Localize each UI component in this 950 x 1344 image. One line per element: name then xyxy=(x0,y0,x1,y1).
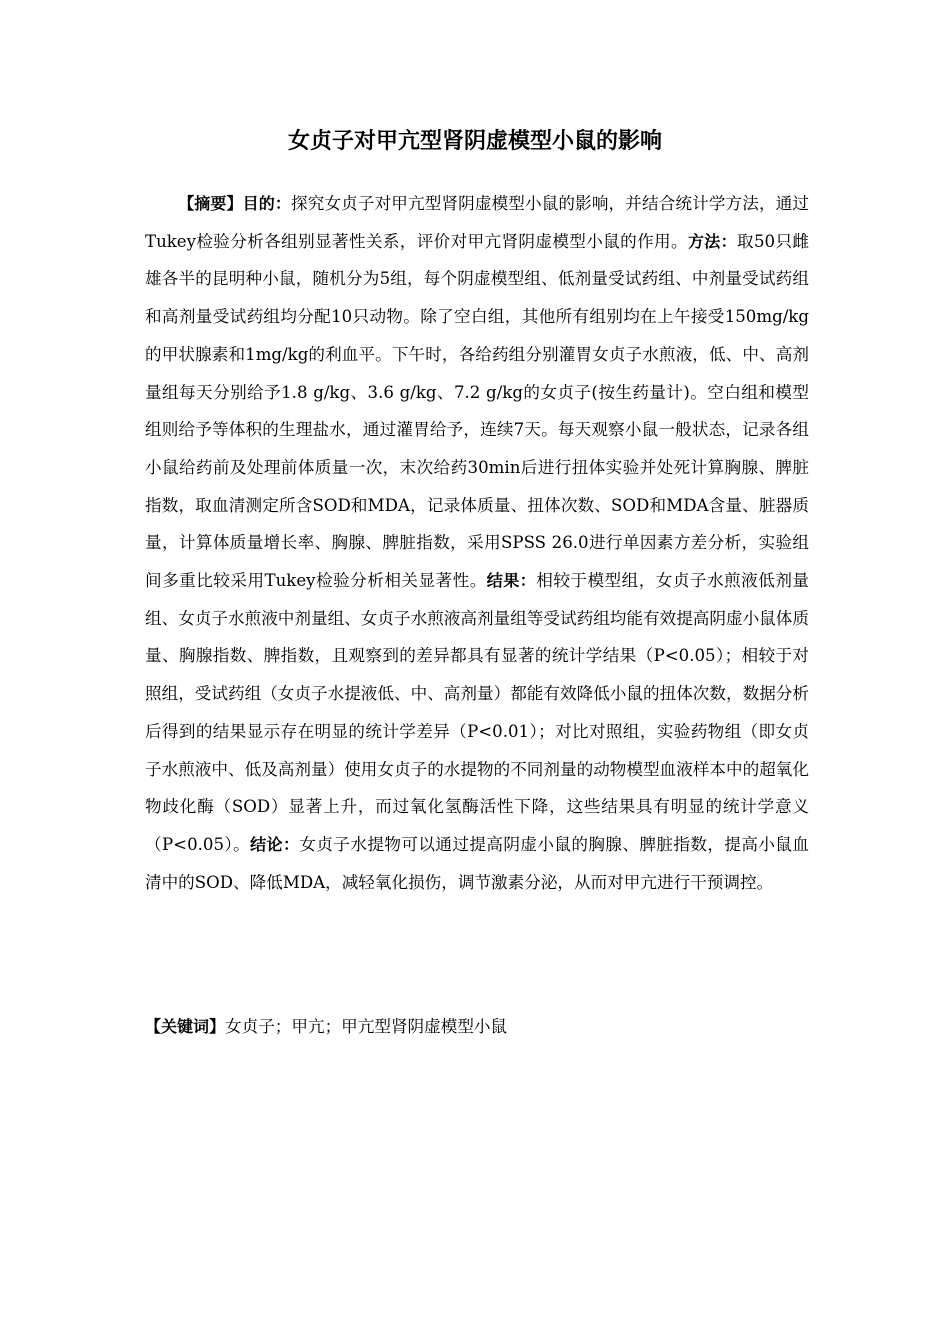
keywords-text: 女贞子；甲亢；甲亢型肾阴虚模型小鼠 xyxy=(225,1017,508,1036)
abstract-label: 【摘要】 xyxy=(178,194,243,213)
keywords-label: 【关键词】 xyxy=(145,1017,226,1036)
abstract-paragraph xyxy=(145,185,809,901)
results-text: 相较于模型组，女贞子水煎液低剂量组、女贞子水煎液中剂量组、女贞子水煎液高剂量组等受试药组均能有效提高阴虚小鼠体质量、胸腺指数、脾指数，且观察到的差异都具有显著的统计学结果（P<0.05）；相较于对照组，受试药组（女贞子水提液低、中、高剂量）都能有效降低小鼠的扭体次数，数据分析后得到的结果显示存在明显的统计学差异（P<0.01）；对比对照组，实验药物组（即女贞子水煎液中、低及高剂量）使用女贞子的水提物的不同剂量的动物模型血液样本中的超氧化物歧化酶（SOD）显著上升，而过氧化氢酶活性下降，这些结果具有明显的统计学意义（P<0.05）。 xyxy=(145,571,809,854)
conclusion-text: 女贞子水提物可以通过提高阴虚小鼠的胸腺、脾脏指数，提高小鼠血清中的SOD、降低MDA，减轻氧化损伤，调节激素分泌，从而对甲亢进行干预调控。 xyxy=(145,834,810,892)
objective-text: 探究女贞子对甲亢型肾阴虚模型小鼠的影响，并结合统计学方法，通过Tukey检验分析各组别显著性关系，评价对甲亢肾阴虚模型小鼠的作用。 xyxy=(145,194,809,251)
conclusion-label: 结论： xyxy=(250,834,300,854)
methods-label: 方法： xyxy=(687,231,738,251)
results-label: 结果： xyxy=(486,571,537,591)
methods-text: 取50只雌雄各半的昆明种小鼠，随机分为5组，每个阴虚模型组、低剂量受试药组、中剂量受试药组和高剂量受试药组均分配10只动物。除了空白组，其他所有组别均在上午接受150mg/kg的甲状腺素和1mg/kg的利血平。下午时，各给药组分别灌胃女贞子水煎液，低、中、高剂量组每天分别给予1.8 g/kg、3.6 g/kg、7.2 g/kg的女贞子(按生药量计)。空白组和模型组则给予等体积的生理盐水，通过灌胃给予，连续7天。每天观察小鼠一般状态，记录各组小鼠给药前及处理前体质量一次，末次给药30min后进行扭体实验并处死计算胸腺、脾脏指数，取血清测定所含SOD和MDA，记录体质量、扭体次数、SOD和MDA含量、脏器质量，计算体质量增长率、胸腺、脾脏指数，采用SPSS 26.0进行单因素方差分析，实验组间多重比较采用Tukey检验分析相关显著性。 xyxy=(145,231,809,591)
paper-title: 女贞子对甲亢型肾阴虚模型小鼠的影响 xyxy=(287,129,662,154)
keywords-line xyxy=(145,1008,809,1046)
objective-label: 目的： xyxy=(242,194,292,213)
